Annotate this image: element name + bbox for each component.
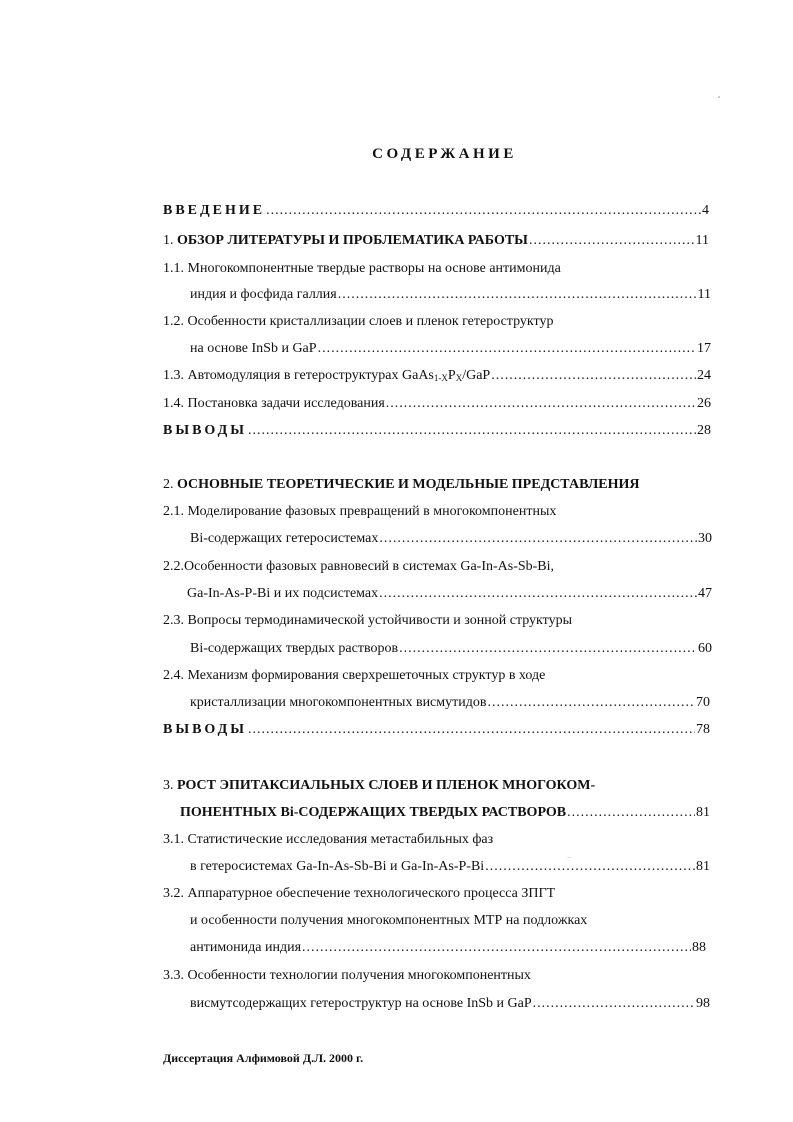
toc-page: 26 xyxy=(697,396,711,411)
toc-page: 24 xyxy=(697,368,711,383)
toc-entry-section-1-4 xyxy=(163,395,711,413)
toc-number: 3. xyxy=(163,778,174,793)
toc-entry-section-3-1 xyxy=(190,858,710,876)
leader-dots xyxy=(248,422,696,440)
formula-subscript: 1-X xyxy=(433,373,448,383)
toc-label: Bi-содержащих твердых растворов xyxy=(190,641,399,656)
toc-label: кристаллизации многокомпонентных висмутидов xyxy=(190,695,487,710)
toc-entry-section-2-1 xyxy=(190,530,712,548)
toc-number: 2. xyxy=(163,477,174,492)
toc-entry-chapter-3 xyxy=(163,777,595,795)
toc-entry-chapter-3-cont xyxy=(180,804,710,822)
toc-label: 2.3. Вопросы термодинамической устойчивости и зонной структуры xyxy=(163,613,573,628)
leader-dots xyxy=(485,858,695,876)
toc-label-part: /GaP xyxy=(462,368,491,383)
toc-label: 3.2. Аппаратурное обеспечение технологического процесса ЗПГТ xyxy=(163,886,556,901)
toc-page: 11 xyxy=(695,233,709,248)
toc-label: Bi-содержащих гетеросистемах xyxy=(190,531,379,546)
scan-speck xyxy=(718,96,720,98)
toc-entry-section-2-3 xyxy=(190,640,712,658)
toc-label: РОСТ ЭПИТАКСИАЛЬНЫХ СЛОЕВ И ПЛЕНОК МНОГОКОМ- xyxy=(177,778,596,793)
leader-dots xyxy=(567,804,695,822)
toc-label: ВВЕДЕНИЕ xyxy=(163,203,266,218)
leader-dots xyxy=(399,640,697,658)
toc-label xyxy=(163,367,490,387)
toc-label: 3.3. Особенности технологии получения многокомпонентных xyxy=(163,968,531,983)
toc-page: 60 xyxy=(698,641,712,656)
toc-label: индия и фосфида галлия xyxy=(190,287,337,302)
toc-page: 78 xyxy=(696,722,710,737)
toc-label-part: 1.3. Автомодуляция в гетероструктурах GaAs xyxy=(163,368,434,383)
leader-dots xyxy=(302,939,691,957)
toc-page: 47 xyxy=(698,586,712,601)
toc-entry-section-1-3 xyxy=(163,367,711,387)
toc-entry-conclusions-2 xyxy=(163,721,710,739)
leader-dots xyxy=(379,530,697,548)
toc-label: висмутсодержащих гетероструктур на основе InSb и GaP xyxy=(190,996,532,1011)
toc-number: 1. xyxy=(163,233,174,248)
toc-label: ОБЗОР ЛИТЕРАТУРЫ И ПРОБЛЕМАТИКА РАБОТЫ xyxy=(177,233,528,248)
toc-page: 4 xyxy=(702,203,709,218)
formula-subscript: X xyxy=(455,373,463,383)
toc-page: 81 xyxy=(696,805,710,820)
toc-entry-section-1-1 xyxy=(190,286,711,304)
toc-label: ПОНЕНТНЫХ Bi-СОДЕРЖАЩИХ ТВЕРДЫХ РАСТВОРОВ xyxy=(180,805,567,820)
toc-entry-section-2-4 xyxy=(190,694,710,712)
toc-entry-section-3-2 xyxy=(190,939,706,957)
toc-label: 1.2. Особенности кристаллизации слоев и пленок гетероструктур xyxy=(163,314,554,329)
leader-dots xyxy=(318,340,696,358)
toc-entry-chapter-2 xyxy=(163,476,640,494)
leader-dots xyxy=(487,694,695,712)
leader-dots xyxy=(248,721,695,739)
toc-label: и особенности получения многокомпонентных МТР на подложках xyxy=(190,913,588,928)
toc-label-part: P xyxy=(447,368,456,383)
leader-dots xyxy=(491,367,696,385)
page-title: СОДЕРЖАНИЕ xyxy=(372,146,517,162)
toc-label: на основе InSb и GaP xyxy=(190,341,317,356)
toc-page: 81 xyxy=(696,859,710,874)
toc-entry-section-3-3 xyxy=(190,995,710,1013)
toc-label: 2.1. Моделирование фазовых превращений в многокомпонентных xyxy=(163,504,557,519)
toc-label: антимонида индия xyxy=(190,940,302,955)
toc-page: 28 xyxy=(697,423,711,438)
leader-dots xyxy=(338,286,697,304)
page-footer: Диссертация Алфимовой Д.Л. 2000 г. xyxy=(163,1051,364,1065)
leader-dots xyxy=(533,995,695,1013)
toc-entry-conclusions-1 xyxy=(163,422,711,440)
toc-label: в гетеросистемах Ga-In-As-Sb-Bi и Ga-In-As-P-Bi xyxy=(190,859,485,874)
toc-entry-section-2-2 xyxy=(187,585,712,603)
toc-label: ОСНОВНЫЕ ТЕОРЕТИЧЕСКИЕ И МОДЕЛЬНЫЕ ПРЕДСТАВЛЕНИЯ xyxy=(177,477,640,492)
toc-label: 3.1. Статистические исследования метастабильных фаз xyxy=(163,832,494,847)
toc-entry-intro xyxy=(163,202,709,220)
toc-entry-chapter-1 xyxy=(163,232,709,250)
toc-label: 1.1. Многокомпонентные твердые растворы на основе антимонида xyxy=(163,261,561,276)
leader-dots xyxy=(266,202,701,220)
toc-label: ВЫВОДЫ xyxy=(163,423,247,438)
toc-page: 98 xyxy=(696,996,710,1011)
toc-label: 2.4. Механизм формирования сверхрешеточных структур в ходе xyxy=(163,668,546,683)
toc-page: 70 xyxy=(696,695,710,710)
leader-dots xyxy=(379,585,697,603)
toc-label: 1.4. Постановка задачи исследования xyxy=(163,396,385,411)
leader-dots xyxy=(386,395,696,413)
toc-page: 30 xyxy=(698,531,712,546)
toc-entry-section-1-2 xyxy=(190,340,711,358)
toc-page: 88 xyxy=(692,940,706,955)
leader-dots xyxy=(529,232,695,250)
toc-label: ВЫВОДЫ xyxy=(163,722,247,737)
toc-label: Ga-In-As-P-Bi и их подсистемах xyxy=(187,586,379,601)
toc-page: 11 xyxy=(697,287,711,302)
toc-label: 2.2.Особенности фазовых равновесий в системах Ga-In-As-Sb-Bi, xyxy=(163,559,555,574)
toc-page: 17 xyxy=(697,341,711,356)
